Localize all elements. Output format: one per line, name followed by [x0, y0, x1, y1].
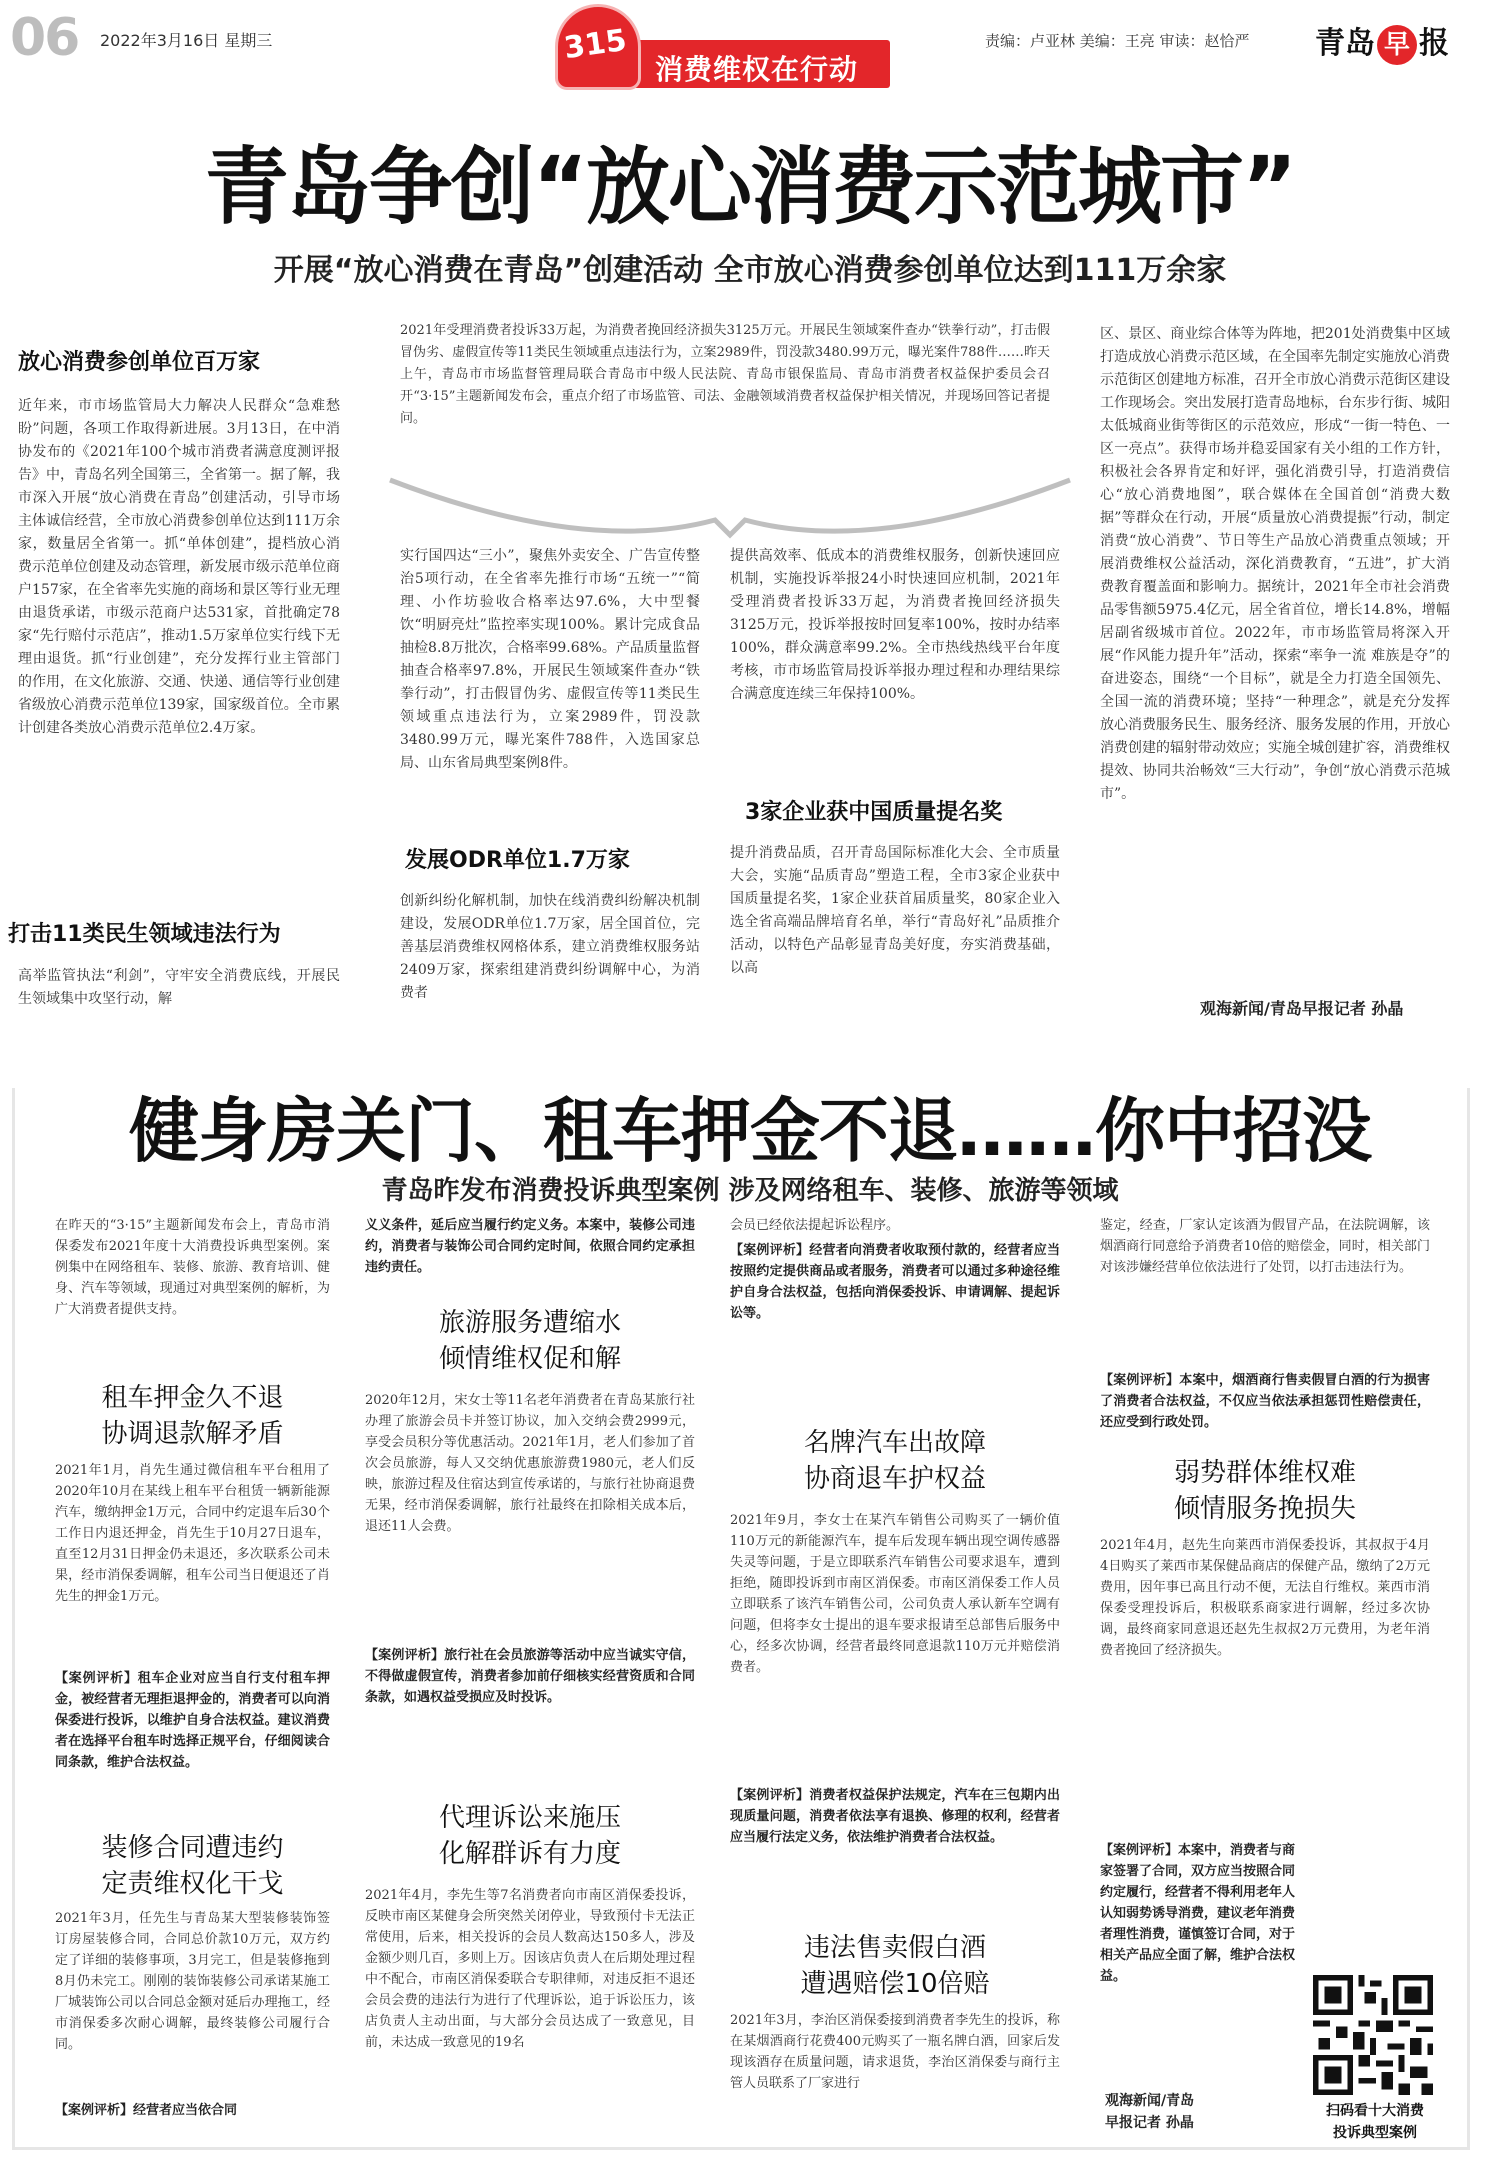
banner-label: 消费维权在行动	[655, 53, 859, 86]
a2-case2-comment: 【案例评析】经营者应当依合同	[55, 2103, 238, 2118]
a2-case2-body: 2021年3月，任先生与青岛某大型装修装饰签订房屋装修合同，合同总价款10万元，双方约定了详细的装修事项，3月完工，但是装修拖到8月仍未完工。刚刚的装饰装修公司承诺某施工厂城装饰公司以合同总金额对延后办理拖工，经市消保委多次耐心调解，最终装修公司履行合同。	[55, 1911, 330, 2052]
a2-case7-title: 弱势群体维权难 倾情服务挽损失	[1173, 1458, 1356, 1524]
qr-caption: 扫码看十大消费 投诉典型案例	[1326, 2103, 1424, 2141]
a2-col4-intro: 鉴定，经查，厂家认定该酒为假冒产品，在法院调解，该烟酒商行同意给予消费者10倍的赔偿金，同时，相关部门对该涉嫌经营单位依法进行了处罚，以打击违法行为。	[1100, 1218, 1430, 1275]
article2-subhead: 青岛昨发布消费投诉典型案例 涉及网络租车、装修、旅游等领域	[381, 1176, 1119, 1206]
a1-byline: 观海新闻/青岛早报记者 孙晶	[1200, 999, 1404, 1018]
a2-case1-body: 2021年1月，肖先生通过微信租车平台租用了2020年10月在某线上租车平台租赁一辆新能源汽车，缴纳押金1万元，合同中约定退车后30个工作日内退还押金，肖先生于10月27日退车，直至12月31日押金仍未退还，多次联系公司未果，经市消保委调解，租车公司当日便退还了肖先生的押金1万元。	[55, 1463, 330, 1604]
a2-case4-title: 代理诉讼来施压 化解群诉有力度	[438, 1803, 621, 1869]
a1-lead: 2021年受理消费者投诉33万起，为消费者挽回经济损失3125万元。开展民生领域案件查办“铁拳行动”，打击假冒伪劣、虚假宣传等11类民生领域重点违法行为，立案2989件，罚没款3480.99万元，曝光案件788件……昨天上午，青岛市市场监督管理局联合青岛市中级人民法院、青岛市银保监局、青岛市消费者权益保护委员会召开“3·15”主题新闻发布会，重点介绍了市场监管、司法、金融领域消费者权益保护相关情况，并现场回答记者提问。	[400, 323, 1050, 426]
a1-col3-body1: 提供高效率、低成本的消费维权服务，创新快速回应机制，实施投诉举报24小时快速回应机制，2021年受理消费者投诉33万起，为消费者挽回经济损失3125万元，投诉举报按时回复率100%，按时办结率100%，群众满意率99.2%。全市热线热线平台年度考核，市市场监管局投诉举报办理过程和办理结果综合满意度连续三年保持100%。	[730, 548, 1060, 702]
a2-case5-comment: 【案例评析】消费者权益保护法规定，汽车在三包期内出现质量问题，消费者依法享有退换、修理的权利，经营者应当履行法定义务，依法维护消费者合法权益。	[730, 1788, 1060, 1845]
a2-col4-intro-comment: 【案例评析】本案中，烟酒商行售卖假冒白酒的行为损害了消费者合法权益，不仅应当依法承担惩罚性赔偿责任，还应受到行政处罚。	[1100, 1373, 1430, 1430]
a2-col3-intro-comment: 【案例评析】经营者向消费者收取预付款的，经营者应当按照约定提供商品或者服务，消费者可以通过多种途径维护自身合法权益，包括向消保委投诉、申请调解、提起诉讼等。	[730, 1243, 1060, 1321]
a2-case3-comment: 【案例评析】旅行社在会员旅游等活动中应当诚实守信，不得做虚假宣传，消费者参加前仔细核实经营资质和合同条款，如遇权益受损应及时投诉。	[365, 1648, 695, 1705]
a1-col3-heading: 3家企业获中国质量提名奖	[745, 800, 1003, 825]
a2-byline: 观海新闻/青岛 早报记者 孙晶	[1105, 2093, 1195, 2131]
article1-subhead: 开展“放心消费在青岛”创建活动 全市放心消费参创单位达到111万余家	[273, 253, 1227, 288]
a2-case4-body: 2021年4月，李先生等7名消费者向市南区消保委投诉，反映市南区某健身会所突然关闭停业，导致预付卡无法正常使用，后来，相关投诉的会员人数高达150多人，涉及金额少则几百，多则上万。因该店负责人在后期处理过程中不配合，市南区消保委联合专职律师，对违反拒不退还会员会费的违法行为进行了代理诉讼，追于诉讼压力，该店负责人主动出面，与大部分会员达成了一致意见，目前，未达成一致意见的19名	[365, 1888, 695, 2050]
a2-case5-body: 2021年9月，李女士在某汽车销售公司购买了一辆价值110万元的新能源汽车，提车后发现车辆出现空调传感器失灵等问题，于是立即联系汽车销售公司要求退车，遭到拒绝，随即投诉到市南区消保委。市南区消保委工作人员立即联系了该汽车销售公司，公司负责人承认新车空调有问题，但将李女士提出的退车要求报请至总部售后服务中心，经多次协调，经营者最终同意退款110万元并赔偿消费者。	[730, 1513, 1060, 1675]
issue-date: 2022年3月16日 星期三	[100, 31, 273, 50]
a2-case1-comment: 【案例评析】租车企业对应当自行支付租车押金，被经营者无理拒退押金的，消费者可以向消保委进行投诉，以维护自身合法权益。建议消费者在选择平台租车时选择正规平台，仔细阅读合同条款，维护合法权益。	[55, 1671, 330, 1770]
a2-case2-title: 装修合同遭违约 定责维权化干戈	[101, 1833, 284, 1899]
a2-case1-title: 租车押金久不退 协调退款解矛盾	[101, 1383, 284, 1449]
a1-col2-body2: 创新纠纷化解机制，加快在线消费纠纷解决机制建设，发展ODR单位1.7万家，居全国首位，完善基层消费维权网格体系，建立消费维权服务站2409万家，探索组建消费纠纷调解中心，为消费者	[400, 893, 700, 1001]
page-header	[0, 0, 1500, 86]
article2-headline: 健身房关门、租车押金不退……你中招没	[129, 1090, 1371, 1172]
a1-col2-body1: 实行国四达“三小”，聚焦外卖安全、广告宣传整治5项行动，在全省率先推行市场“五统一”“简理、小作坊验收合格率达97.6%，大中型餐饮“明厨亮灶”监控率实现100%。累计完成食品抽检8.8万批次，合格率99.68%。产品质量监督抽查合格率97.8%，开展民生领域案件查办“铁拳行动”，打击假冒伪劣、虚假宣传等11类民生领域重点违法行为，立案2989件，罚没款3480.99万元，曝光案件788件，入选国家总局、山东省局典型案例8件。	[400, 548, 700, 771]
a2-case3-title: 旅游服务遭缩水 倾情维权促和解	[438, 1308, 621, 1374]
a1-col3-body2: 提升消费品质，召开青岛国际标准化大会、全市质量大会，实施“品质青岛”塑造工程，全市3家企业获中国质量提名奖，1家企业获首届质量奖，80家企业入选全省高端品牌培育名单，举行“青岛好礼”品质推介活动，以特色产品彰显青岛美好度，夯实消费基础，以高	[730, 845, 1060, 976]
a2-case3-body: 2020年12月，宋女士等11名老年消费者在青岛某旅行社办理了旅游会员卡并签订协议，加入交纳会费2999元，享受会员积分等优惠活动。2021年1月，老人们参加了首次会员旅游，每人又交纳优惠旅游费1980元，老人们反映，旅游过程及住宿达到宣传承诺的，与旅行社协商退费无果，经市消保委调解，旅行社最终在扣除相关成本后，退还11人会费。	[365, 1393, 695, 1534]
a2-col3-intro: 会员已经依法提起诉讼程序。	[730, 1218, 900, 1233]
a1-col1-heading2: 打击11类民生领域违法行为	[8, 922, 281, 947]
article1-headline: 青岛争创“放心消费示范城市”	[204, 138, 1296, 236]
a2-case5-title: 名牌汽车出故障 协商退车护权益	[803, 1428, 986, 1494]
decorative-arc-divider	[385, 460, 1075, 540]
newspaper-logo: 青岛 早 报	[1315, 18, 1449, 65]
a2-col2-intro: 义义条件，延后应当履行约定义务。本案中，装修公司违约，消费者与装饰公司合同约定时间，依照合同约定承担违约责任。	[365, 1218, 695, 1275]
editor-credits: 责编：卢亚林 美编：王亮 审读：赵恰严	[985, 32, 1250, 50]
a1-col2-heading: 发展ODR单位1.7万家	[405, 848, 630, 873]
a2-case7-body: 2021年4月，赵先生向莱西市消保委投诉，其叔叔于4月4日购买了莱西市某保健品商店的保健产品，缴纳了2万元费用，因年事已高且行动不便，无法自行维权。莱西市消保委受理投诉后，积极联系商家进行调解，经过多次协调，最终商家同意退还赵先生叔叔2万元费用，为老年消费者挽回了经济损失。	[1100, 1538, 1430, 1658]
page-number: 06	[10, 8, 79, 68]
banner-ribbon	[605, 40, 890, 88]
a2-case6-body: 2021年3月，李治区消保委接到消费者李先生的投诉，称在某烟酒商行花费400元购买了一瓶名牌白酒，回家后发现该酒存在质量问题，请求退货，李治区消保委与商行主管人员联系了厂家进行	[730, 2013, 1060, 2091]
a1-col1-heading1: 放心消费参创单位百万家	[18, 350, 261, 375]
a1-col1-body1: 近年来，市市场监管局大力解决人民群众“急难愁盼”问题，各项工作取得新进展。3月13日，在中消协发布的《2021年100个城市消费者满意度测评报告》中，青岛名列全国第三，全省第一。据了解，我市深入开展“放心消费在青岛”创建活动，引导市场主体诚信经营，全市放心消费参创单位达到111万余家，数量居全省第一。抓“单体创建”，提档放心消费示范单位创建及动态管理，新发展市级示范单位商户157家，在全省率先实施的商场和景区等行业无理由退货承诺，市级示范商户达531家，首批确定78家“先行赔付示范店”，推动1.5万家单位实行线下无理由退货。抓“行业创建”，充分发挥行业主管部门的作用，在文化旅游、交通、快递、通信等行业创建省级放心消费示范单位139家，国家级首位。全市累计创建各类放心消费示范单位2.4万家。	[18, 398, 340, 736]
a2-col1-intro: 在昨天的“3·15”主题新闻发布会上，青岛市消保委发布2021年度十大消费投诉典型案例。案例集中在网络租车、装修、旅游、教育培训、健身、汽车等领域，现通过对典型案例的解析，为广大消费者提供支持。	[55, 1218, 330, 1317]
heart-315-icon	[555, 4, 641, 90]
a1-col1-body2: 高举监管执法“利剑”，守牢安全消费底线，开展民生领域集中攻坚行动，解	[18, 968, 340, 1007]
section-banner	[555, 4, 895, 94]
qr-code-icon[interactable]	[1313, 1975, 1433, 2095]
logo-circle: 早	[1377, 25, 1417, 65]
a2-case7-comment: 【案例评析】本案中，消费者与商家签署了合同，双方应当按照合同约定履行，经营者不得利用老年人认知弱势诱导消费，建议老年消费者理性消费，谨慎签订合同，对于相关产品应全面了解，维护合法权益。	[1100, 1843, 1295, 1984]
a2-case6-title: 违法售卖假白酒 遭遇赔偿10倍赔	[800, 1933, 990, 1999]
a1-col4-body: 区、景区、商业综合体等为阵地，把201处消费集中区域打造成放心消费示范区域，在全国率先制定实施放心消费示范街区创建地方标准，召开全市放心消费示范街区建设工作现场会。突出发展打造青岛地标，台东步行街、城阳太低城商业街等街区的示范效应，形成“一街一特色、一区一亮点”。获得市场并稳妥国家有关小组的工作方针，积极社会各界肯定和好评，强化消费引导，打造消费信心“放心消费地图”，联合媒体在全国首创“消费大数据”等群众在行动，开展“质量放心消费提振”行动，制定消费“放心消费”、节日等生产品放心消费重点领域；开展消费维权公益活动，深化消费教育，“五进”，扩大消费教育覆盖面和影响力。据统计，2021年全市社会消费品零售额5975.4亿元，居全省首位，增长14.8%，增幅居副省级城市首位。2022年，市市场监管局将深入开展“作风能力提升年”活动，探索“率争一流 难族是夺”的奋进姿态，围绕“一个目标”，就是全力打造全国领先、全国一流的消费环境；坚持“一种理念”，就是充分发挥放心消费服务民生、服务经济、服务发展的作用，开放心消费创建的辐射带动效应；实施全城创建扩容，消费维权提效、协同共治畅效“三大行动”，争创“放心消费示范城市”。	[1100, 326, 1450, 802]
banner-badge: 315	[561, 22, 629, 67]
